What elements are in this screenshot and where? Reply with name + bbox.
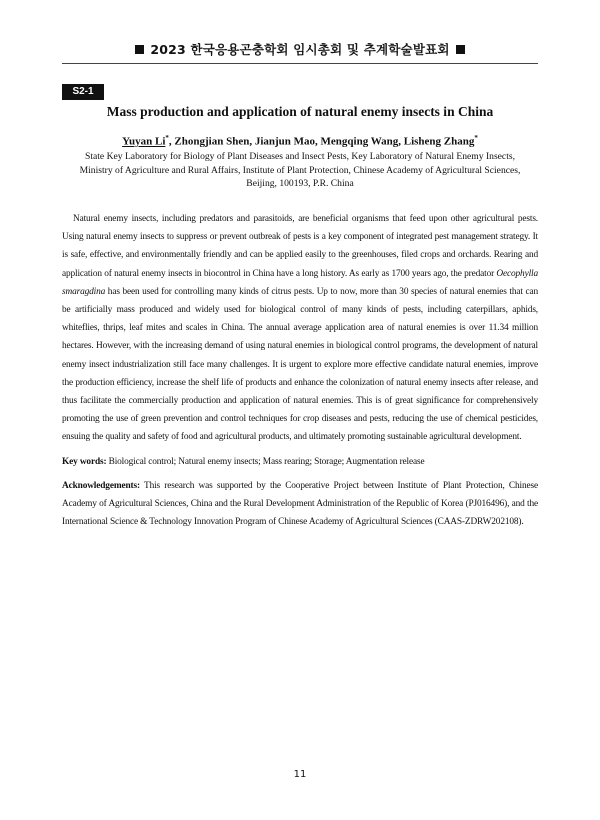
- species-name: Oecophylla smaragdina: [62, 268, 538, 297]
- keywords-text: Biological control; Natural enemy insects; Mass rearing; Storage; Augmentation release: [108, 456, 425, 467]
- header-rule: [62, 63, 538, 64]
- keywords: [62, 453, 538, 471]
- square-bullet-icon: [135, 45, 144, 54]
- conference-title: 2023 한국응용곤충학회 임시총회 및 추계학술발표회: [150, 42, 450, 57]
- paper-title: Mass production and application of natural enemy insects in China: [106, 104, 494, 119]
- page-number: 11: [293, 769, 307, 780]
- abstract-text: has been used for controlling many kinds of citrus pests. Up to now, more than 30 species of natural enemies that can be artificially mass produced and widely used for biological control of many kinds of pests, including caterpillars, aphids, whiteflies, thrips, leaf mites and scales in China. The annual average application area of natural enemies is over 11.34 million hectares. However, with the increasing demand of using natural enemies in biological control programs, the development of natural enemy insect industrialization still face many challenges. It is urgent to explore more effective candidate natural enemies, improve the production efficiency, increase the shelf life of products and enhance the colonization of natural enemy insects after release, and thus facilitate the commercially production and application of natural enemies. This is of great significance for comprehensively promoting the use of green prevention and control techniques for crop diseases and pests, reducing the use of chemical pesticides, ensuing the quality and safety of food and agricultural products, and ultimately promoting sustainable agricultural development.: [62, 286, 538, 443]
- keywords-label: Key words:: [62, 456, 107, 467]
- affiliation-line: Ministry of Agriculture and Rural Affairs, Institute of Plant Protection, Chinese Academy of Agricultural Sciences,: [79, 164, 521, 176]
- author-list: [62, 134, 538, 148]
- square-bullet-icon: [456, 45, 465, 54]
- corresponding-mark: *: [165, 134, 169, 142]
- abstract-text: Natural enemy insects, including predators and parasitoids, are beneficial organisms that feed upon other agricultural pests. Using natural enemy insects to suppress or prevent outbreak of pests is a key component of integrated pest management strategy. It is safe, effective, and environmentally friendly and can be applied easily to the greenhouses, filed crops and orchards. Rearing and application of natural enemy insects in biocontrol in China have a long history. As early as 1700 years ago, the predator: [62, 214, 538, 279]
- affiliation: [62, 150, 538, 191]
- session-badge: S2-1: [62, 84, 104, 100]
- conference-header: [62, 40, 538, 58]
- co-authors: , Zhongjian Shen, Jianjun Mao, Mengqing Wang, Lisheng Zhang: [168, 135, 475, 148]
- acknowledgements: [62, 477, 538, 532]
- abstract: [62, 210, 538, 447]
- affiliation-line: State Key Laboratory for Biology of Plant Diseases and Insect Pests, Key Laboratory of Natural Enemy Insects,: [84, 151, 515, 162]
- first-author: Yuyan Li: [122, 135, 166, 148]
- corresponding-mark: *: [474, 134, 478, 142]
- paper-body: [62, 210, 538, 531]
- acknowledgements-label: Acknowledgements:: [62, 480, 140, 491]
- affiliation-line: Beijing, 100193, P.R. China: [246, 178, 354, 189]
- acknowledgements-text: This research was supported by the Cooperative Project between Institute of Plant Protection, Chinese Academy of Agricultural Sciences, China and the Rural Development Administration of the Republic of Korea (PJ016496), and the International Science & Technology Innovation Program of Chinese Academy of Agricultural Sciences (CAAS-ZDRW202108).: [62, 480, 538, 528]
